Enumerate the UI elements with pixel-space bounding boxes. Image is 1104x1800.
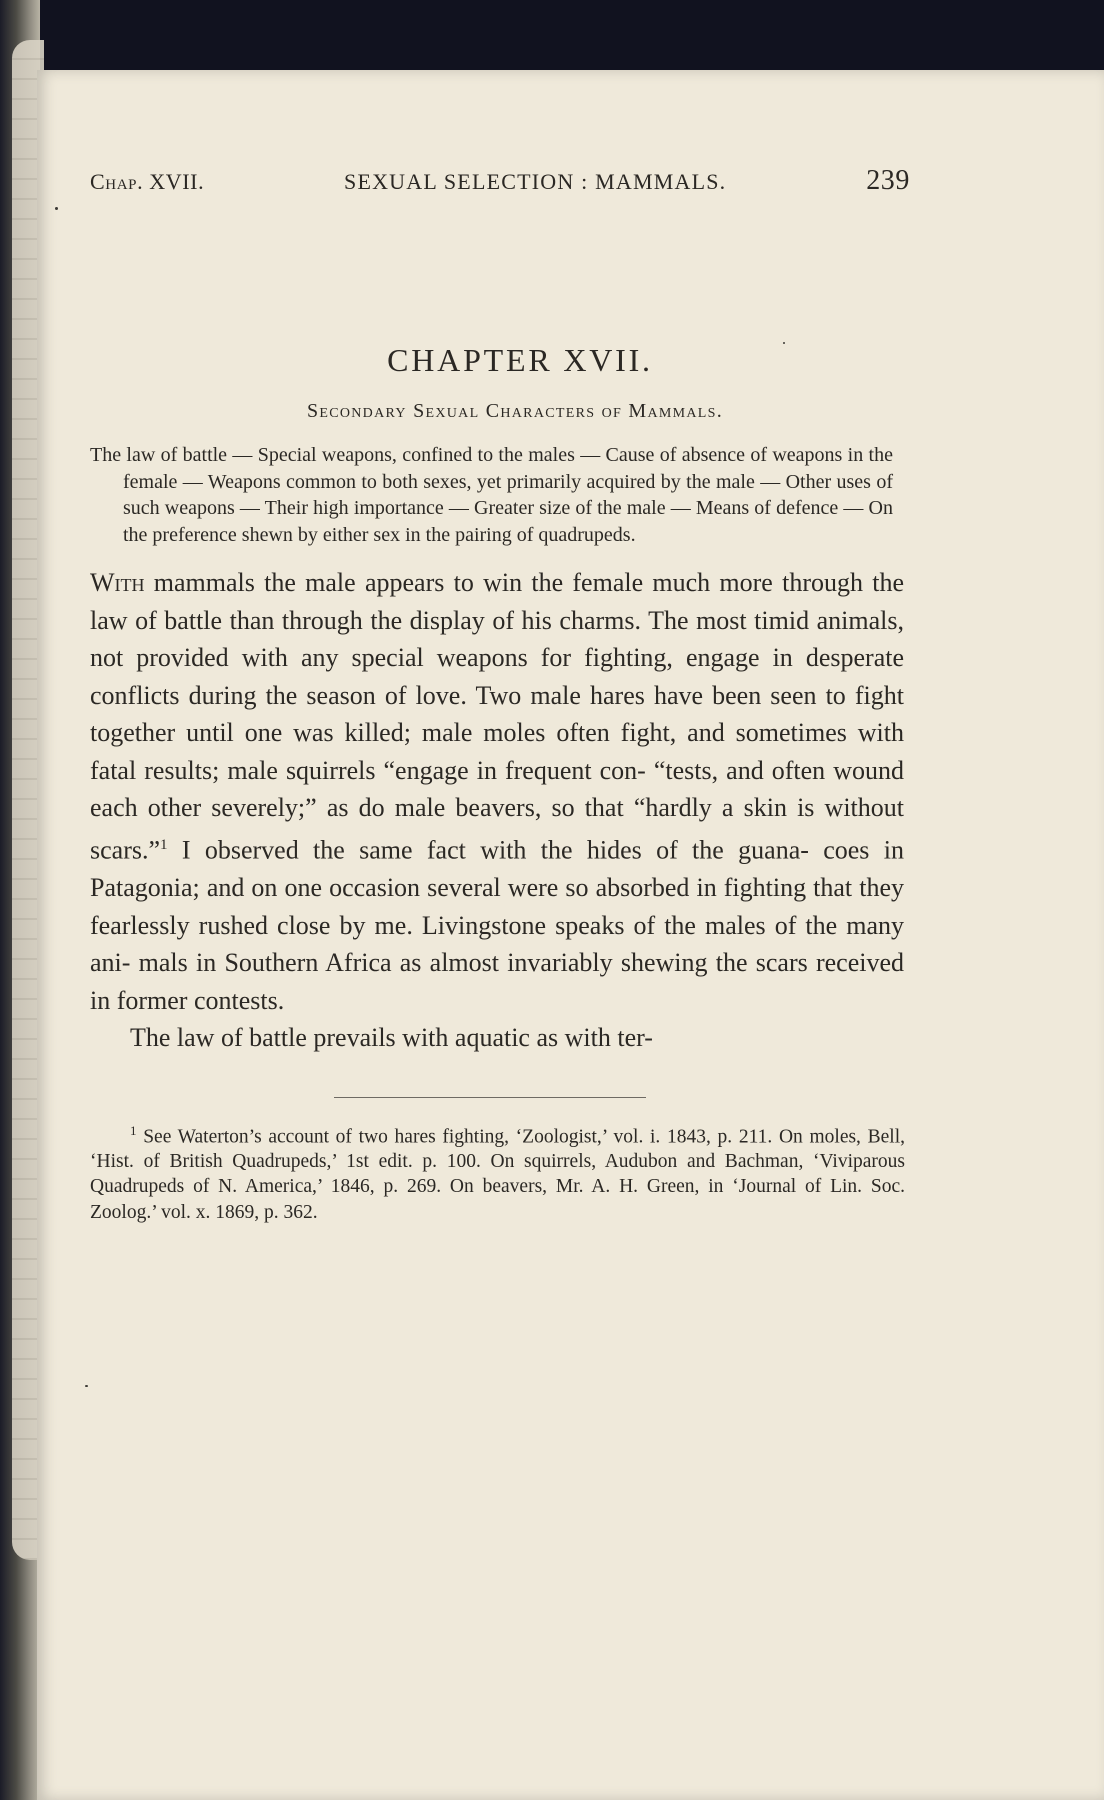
running-head-chapter: Chap. XVII.: [90, 169, 205, 194]
paragraph-1-tail: I observed the same fact with the hides of the guana- coes in Patagonia; and on one occasion several were so absorbed in fighting that they fearlessly rushed close by me. Livingstone speaks of the males of the many ani- mals in Southern Africa as almost invariably shewing the scars received in former contests.: [90, 835, 904, 1015]
footnote-reference: 1: [160, 836, 168, 853]
page-content: [90, 165, 910, 1225]
paragraph-2: The law of battle prevails with aquatic as with ter-: [130, 1023, 653, 1053]
paragraph-1: [90, 564, 904, 1019]
chapter-synopsis: The law of battle — Special weapons, confined to the males — Cause of absence of weapons in the female — Weapons common to both sexes, yet primarily acquired by the male — Other uses of such weapons — Their high importance — Greater size of the male — Means of defence — On the preference shewn by either sex in the pairing of quadrupeds.: [90, 444, 893, 546]
running-head-title: SEXUAL SELECTION : MAMMALS.: [344, 169, 727, 194]
footnote-marker: 1: [130, 1122, 137, 1138]
footnote-rule: [334, 1097, 646, 1098]
running-head: [90, 165, 910, 209]
paragraph-1-text: mammals the male appears to win the female much more through the law of battle than through the display of his charms. The most timid animals, not provided with any special weapons for fighting, engage in desperate conflicts during the season of love. Two male hares have been seen to fight together until one was killed; male moles often fight, and sometimes with fatal results; male squirrels “engage in frequent con- “tests, and often wound each other severely;” as do male beavers, so that “hardly a skin is without scars.”: [90, 568, 904, 865]
body-text: [90, 564, 904, 1056]
footnote-text: See Waterton’s account of two hares fighting, ‘Zoologist,’ vol. i. 1843, p. 211. On moles, Bell, ‘Hist. of British Quadrupeds,’ 1st edit. p. 100. On squirrels, Audubon and Bachman, ‘Viviparous Quadrupeds of N. America,’ 1846, p. 269. On beavers, Mr. A. H. Green, in ‘Journal of Lin. Soc. Zoolog.’ vol. x. 1869, p. 362.: [90, 1126, 905, 1223]
book-page: [37, 70, 1104, 1800]
paper-speck: [55, 207, 58, 210]
chapter-heading: CHAPTER XVII.: [387, 342, 653, 378]
paper-speck: [85, 1385, 88, 1387]
page-number: 239: [866, 165, 910, 196]
footnote: [90, 1118, 905, 1225]
chapter-subtitle: Secondary Sexual Characters of Mammals.: [306, 400, 724, 422]
paragraph-lead-word: With: [90, 568, 145, 598]
